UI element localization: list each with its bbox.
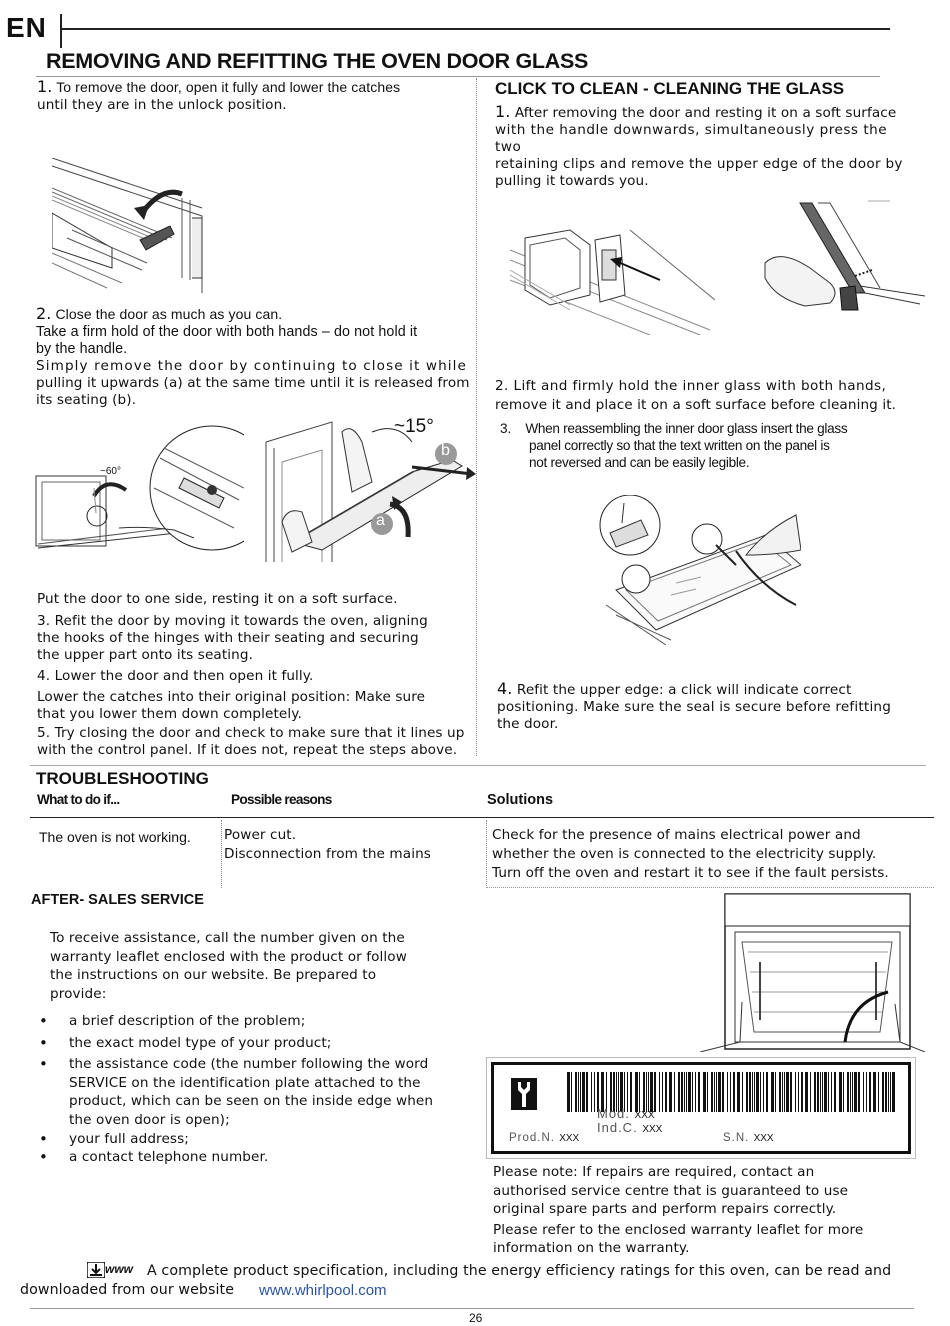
barcode-bar bbox=[850, 1072, 851, 1112]
figure-retaining-clip bbox=[510, 210, 715, 335]
language-label: EN bbox=[6, 12, 47, 43]
plate-prod: Prod.N. XXX bbox=[509, 1132, 580, 1144]
barcode-bar bbox=[817, 1072, 819, 1112]
barcode-bar bbox=[594, 1072, 595, 1112]
barcode-bar bbox=[703, 1072, 706, 1112]
barcode-bar bbox=[831, 1072, 832, 1112]
page-number: 26 bbox=[469, 1311, 483, 1325]
list-item: • the assistance code (the number following the word SERVICE on the identification plate attached to the product, which can be seen on the inside edge when the oven door is open); bbox=[39, 1055, 449, 1129]
barcode-bar bbox=[716, 1072, 717, 1112]
barcode-bar bbox=[801, 1072, 803, 1112]
barcode-bar bbox=[882, 1072, 884, 1112]
barcode-bar bbox=[678, 1072, 680, 1112]
barcode-bar bbox=[786, 1072, 789, 1112]
barcode-bar bbox=[746, 1072, 748, 1112]
barcode-bar bbox=[575, 1072, 577, 1112]
figure-door-catch bbox=[52, 158, 212, 293]
barcode-bar bbox=[582, 1072, 585, 1112]
barcode-bar bbox=[669, 1072, 672, 1112]
barcode-bar bbox=[790, 1072, 792, 1112]
trouble-solutions: Check for the presence of mains electrical power and whether the oven is connected to the electricity supply. Turn off the oven and restart it to see if the fault persists. bbox=[492, 827, 889, 881]
barcode-bar bbox=[760, 1072, 761, 1112]
www-label: www bbox=[105, 1262, 134, 1276]
refit-text: Put the door to one side, resting it on a soft surface. 3. Refit the door by moving it towards the oven, aligning the hooks of the hinges with their seating and securing the upper part onto its seating. 4. Lower the door and then open it fully. Lower the catches into their original position: Make sure that you lower them down completely. 5. Try closing the door and check to make sure that it lines up with the control panel. If it does not, repeat the steps above. bbox=[37, 591, 465, 758]
barcode-bar bbox=[737, 1072, 740, 1112]
barcode-bar bbox=[858, 1072, 860, 1112]
barcode-bar bbox=[580, 1072, 581, 1112]
barcode-bar bbox=[733, 1072, 735, 1112]
table-bottom-rule bbox=[486, 887, 934, 888]
barcode-bar bbox=[843, 1072, 844, 1112]
identification-plate bbox=[486, 1057, 916, 1159]
figure-oven-plate bbox=[700, 892, 925, 1052]
barcode-bar bbox=[834, 1072, 836, 1112]
barcode-bar bbox=[749, 1072, 751, 1112]
barcode-bar bbox=[763, 1072, 764, 1112]
barcode-bar bbox=[885, 1072, 887, 1112]
barcode-bar bbox=[784, 1072, 785, 1112]
barcode-bar bbox=[698, 1072, 700, 1112]
figure-glove-pull bbox=[750, 198, 925, 313]
barcode-bar bbox=[828, 1072, 829, 1112]
barcode-bar bbox=[674, 1072, 675, 1112]
plate-mod: Mod. XXX bbox=[597, 1106, 655, 1121]
barcode-bar bbox=[662, 1072, 663, 1112]
clean-step4: 4. Refit the upper edge: a click will indicate correct positioning. Make sure the seal is secure before refitting the door. bbox=[497, 679, 892, 732]
troubleshooting-title: TROUBLESHOOTING bbox=[36, 769, 209, 788]
list-item: • your full address; bbox=[39, 1130, 449, 1149]
header-rule bbox=[62, 28, 890, 30]
barcode-bar bbox=[681, 1072, 683, 1112]
barcode-bar bbox=[718, 1072, 721, 1112]
label-a: a bbox=[376, 512, 385, 529]
after-sales-title: AFTER- SALES SERVICE bbox=[31, 892, 204, 908]
footer-text-line1: A complete product specification, including the energy efficiency ratings for this oven, can be read and bbox=[147, 1263, 892, 1279]
figure-door-close bbox=[34, 418, 244, 553]
barcode-bar bbox=[665, 1072, 667, 1112]
step-number: 2. bbox=[36, 304, 52, 323]
barcode-bar bbox=[711, 1072, 713, 1112]
figure-glass-panel bbox=[596, 495, 801, 645]
step-number: 1. bbox=[495, 102, 511, 121]
barcode-bar bbox=[839, 1072, 842, 1112]
barcode-bar bbox=[714, 1072, 715, 1112]
barcode-bar bbox=[754, 1072, 755, 1112]
page-title: REMOVING AND REFITTING THE OVEN DOOR GLASS bbox=[46, 49, 589, 73]
barcode-bar bbox=[771, 1072, 774, 1112]
clean-step3: 3. When reassembling the inner door glass insert the glass panel correctly so that the text written on the panel is not reversed and can be easily legible. bbox=[500, 421, 848, 470]
list-item: • the exact model type of your product; bbox=[39, 1034, 449, 1053]
angle-15-label: ~15° bbox=[394, 416, 434, 437]
barcode-bar bbox=[820, 1072, 821, 1112]
column-header-reasons: Possible reasons bbox=[231, 792, 332, 807]
barcode-bar bbox=[775, 1072, 776, 1112]
barcode-bar bbox=[684, 1072, 685, 1112]
barcode-bar bbox=[890, 1072, 891, 1112]
barcode-bar bbox=[852, 1072, 853, 1112]
header-divider-vertical bbox=[60, 14, 62, 48]
barcode-bar bbox=[686, 1072, 687, 1112]
website-link[interactable]: www.whirlpool.com bbox=[259, 1282, 387, 1299]
plate-ind: Ind.C. XXX bbox=[597, 1120, 663, 1135]
barcode-bar bbox=[869, 1072, 871, 1112]
title-underline bbox=[36, 76, 880, 77]
column-header-what: What to do if... bbox=[37, 792, 120, 807]
click-to-clean-title: CLICK TO CLEAN - CLEANING THE GLASS bbox=[495, 79, 845, 98]
barcode-bar bbox=[805, 1072, 808, 1112]
section-divider bbox=[30, 765, 926, 766]
table-col-divider-1 bbox=[221, 820, 222, 888]
barcode-bar bbox=[779, 1072, 781, 1112]
after-sales-intro: To receive assistance, call the number given on the warranty leaflet enclosed with the product or follow the instructions on our website. Be prepared to provide: bbox=[50, 930, 407, 1002]
barcode-bar bbox=[567, 1072, 570, 1112]
barcode-bar bbox=[586, 1072, 588, 1112]
footer-rule bbox=[30, 1308, 914, 1309]
barcode-bar bbox=[795, 1072, 796, 1112]
clean-step1: 1. After removing the door and resting it on a soft surface with the handle downwards, simultaneously press the two retaining clips and remove the upper edge of the door by pulling it towards you. bbox=[495, 102, 903, 189]
barcode-bar bbox=[742, 1072, 743, 1112]
barcode-bar bbox=[571, 1072, 572, 1112]
download-icon bbox=[87, 1262, 105, 1278]
trouble-reasons: Power cut. Disconnection from the mains bbox=[224, 827, 431, 862]
clean-step2: 2. Lift and firmly hold the inner glass with both hands, remove it and place it on a soft surface before cleaning it. bbox=[495, 378, 897, 413]
barcode-bar bbox=[782, 1072, 783, 1112]
angle-60-label: ~60° bbox=[100, 466, 121, 477]
barcode-bar bbox=[695, 1072, 696, 1112]
label-b: b bbox=[441, 442, 450, 459]
barcode-bar bbox=[692, 1072, 693, 1112]
table-col-divider-2 bbox=[486, 820, 487, 888]
barcode-bar bbox=[822, 1072, 823, 1112]
barcode-bar bbox=[707, 1072, 708, 1112]
barcode-bar bbox=[810, 1072, 811, 1112]
step2-text: 2. Close the door as much as you can. Take a firm hold of the door with both hands – do not hold it by the handle. Simply remove the door by continuing to close it while pulling it upwards (a) at the same time until it is released from its seating (b). bbox=[36, 304, 470, 408]
table-row bbox=[39, 829, 191, 845]
list-item: • a contact telephone number. bbox=[39, 1148, 449, 1167]
table-header-rule bbox=[30, 817, 934, 818]
barcode-bar bbox=[730, 1072, 731, 1112]
repair-note: Please note: If repairs are required, contact an authorised service centre that is guaranteed to use original spare parts and perform repairs correctly. Please refer to the enclosed warranty leaflet for more information on the warranty. bbox=[493, 1164, 864, 1256]
barcode-bar bbox=[688, 1072, 691, 1112]
footer-text-line2: downloaded from our website bbox=[20, 1282, 235, 1298]
plate-sn: S.N. XXX bbox=[723, 1132, 774, 1144]
barcode-bar bbox=[659, 1072, 660, 1112]
trouble-what: The oven is not working. bbox=[39, 829, 191, 845]
barcode-bar bbox=[863, 1072, 864, 1112]
barcode-bar bbox=[814, 1072, 816, 1112]
step-number: 1. bbox=[37, 77, 53, 96]
barcode-bar bbox=[888, 1072, 889, 1112]
barcode-bar bbox=[866, 1072, 867, 1112]
step-number: 4. bbox=[497, 679, 513, 698]
barcode-bar bbox=[766, 1072, 768, 1112]
barcode-bar bbox=[722, 1072, 724, 1112]
barcode-bar bbox=[752, 1072, 753, 1112]
barcode-bar bbox=[798, 1072, 799, 1112]
column-header-solutions: Solutions bbox=[487, 792, 554, 808]
after-sales-list bbox=[39, 1012, 449, 1167]
barcode-bar bbox=[578, 1072, 579, 1112]
barcode-bar bbox=[873, 1072, 876, 1112]
barcode-bar bbox=[727, 1072, 728, 1112]
list-item: • a brief description of the problem; bbox=[39, 1012, 449, 1031]
barcode-bar bbox=[824, 1072, 827, 1112]
figure-door-lift bbox=[262, 412, 477, 562]
barcode-bar bbox=[878, 1072, 879, 1112]
wrench-icon bbox=[511, 1078, 537, 1110]
barcode-bar bbox=[892, 1072, 895, 1112]
barcode-bar bbox=[591, 1072, 592, 1112]
barcode-bar bbox=[847, 1072, 849, 1112]
barcode-bar bbox=[756, 1072, 759, 1112]
step1-text: 1. To remove the door, open it fully and lower the catches until they are in the unlock position. bbox=[37, 77, 401, 113]
barcode-bar bbox=[854, 1072, 857, 1112]
